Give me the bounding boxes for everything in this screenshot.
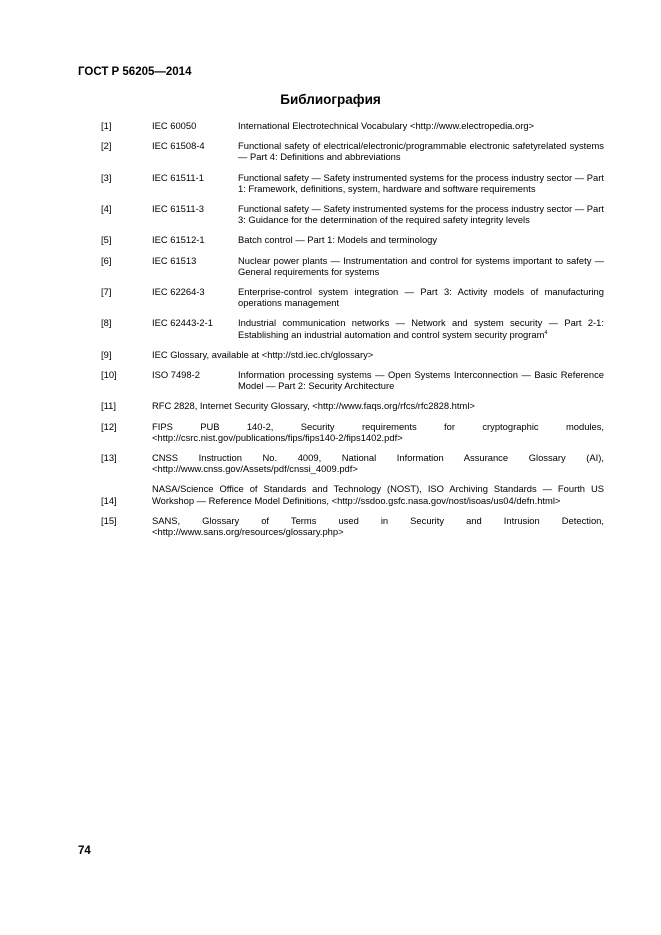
entry-number: [6] — [101, 254, 112, 266]
entry-number: [7] — [101, 286, 112, 298]
entry-description: International Electrotechnical Vocabulary <http://www.electropedia.org> — [238, 120, 535, 131]
page-number: 74 — [78, 845, 91, 857]
entry-description-text: Industrial communication networks — Network and system security — Part 2-1: Establishing an industrial automation and control system security program — [238, 317, 604, 340]
entry-number: [2] — [101, 140, 112, 152]
entry-description: Information processing systems — Open Systems Interconnection — Basic Reference Model — Part 2: Security Architecture — [238, 369, 604, 392]
bib-entry-14 — [96, 483, 604, 505]
entry-full-text: SANS, Glossary of Terms used in Security and Intrusion Detection, <http://www.sans.org/resources/glossary.php> — [152, 514, 604, 538]
bib-entry-3 — [96, 172, 604, 194]
footnote-marker: 4 — [544, 329, 548, 336]
bib-entry-13 — [96, 452, 604, 474]
entry-full-text: CNSS Instruction No. 4009, National Information Assurance Glossary (AI), <http://www.cnss.gov/Assets/pdf/cnssi_4009.pdf> — [152, 452, 604, 475]
bib-entry-10 — [96, 369, 604, 391]
bib-entry-5 — [96, 234, 604, 245]
bib-entry-12 — [96, 421, 604, 443]
entry-number: [1] — [101, 120, 112, 131]
entry-number: [12] — [101, 420, 117, 432]
bibliography-list — [96, 120, 604, 546]
entry-description: Functional safety — Safety instrumented systems for the process industry sector — Part 1: Framework, definitions, system, hardware and software requirements — [238, 171, 604, 194]
entry-standard: IEC 61513 — [152, 254, 197, 266]
entry-full-text: FIPS PUB 140-2, Security requirements for cryptographic modules, <http://csrc.nist.gov/publications/fips/fips140-2/fips1402.pdf> — [152, 420, 604, 443]
entry-number: [9] — [101, 348, 112, 360]
entry-number: [8] — [101, 317, 112, 329]
entry-description — [238, 317, 604, 339]
entry-standard: IEC 60050 — [152, 120, 197, 131]
entry-description: Nuclear power plants — Instrumentation and control for systems important to safety — General requirements for systems — [238, 254, 604, 277]
entry-full-text: RFC 2828, Internet Security Glossary, <http://www.faqs.org/rfcs/rfc2828.html> — [152, 400, 475, 412]
bib-entry-4 — [96, 203, 604, 225]
entry-number: [14] — [101, 494, 117, 506]
entry-number: [4] — [101, 203, 112, 215]
entry-number: [10] — [101, 369, 117, 381]
entry-standard: IEC 62264-3 — [152, 286, 205, 298]
bib-entry-7 — [96, 286, 604, 308]
entry-description: Functional safety — Safety instrumented systems for the process industry sector — Part 3: Guidance for the determination of the required safety integrity levels — [238, 203, 604, 226]
entry-description: Functional safety of electrical/electronic/programmable electronic safetyrelated systems — Part 4: Definitions and abbreviations — [238, 140, 604, 163]
bib-entry-6 — [96, 255, 604, 277]
document-header: ГОСТ Р 56205—2014 — [78, 66, 192, 78]
entry-standard: IEC 61511-1 — [152, 171, 204, 183]
entry-standard: ISO 7498-2 — [152, 369, 200, 381]
entry-standard: IEC 61508-4 — [152, 140, 205, 152]
bib-entry-15 — [96, 515, 604, 537]
entry-number: [5] — [101, 234, 112, 246]
bib-entry-8 — [96, 317, 604, 339]
bib-entry-1 — [96, 120, 604, 131]
entry-standard: IEC 62443-2-1 — [152, 317, 213, 329]
entry-number: [11] — [101, 400, 116, 412]
entry-description: Batch control — Part 1: Models and terminology — [238, 234, 438, 246]
entry-number: [3] — [101, 171, 112, 183]
entry-number: [15] — [101, 514, 117, 526]
bib-entry-11 — [96, 400, 604, 411]
entry-standard: IEC 61511-3 — [152, 203, 204, 215]
bib-entry-2 — [96, 140, 604, 162]
bib-entry-9 — [96, 349, 604, 360]
entry-standard: IEC 61512-1 — [152, 234, 205, 246]
entry-number: [13] — [101, 452, 117, 464]
page-title: Библиография — [280, 92, 381, 107]
entry-description: Enterprise-control system integration — Part 3: Activity models of manufacturing operations management — [238, 286, 604, 309]
entry-full-text: NASA/Science Office of Standards and Technology (NOST), ISO Archiving Standards — Fourth US Workshop — Reference Model Definitions, <http://ssdoo.gsfc.nasa.gov/nost/isoas/us04/defn.html> — [152, 483, 604, 506]
entry-full-text: IEC Glossary, available at <http://std.iec.ch/glossary> — [152, 348, 374, 360]
